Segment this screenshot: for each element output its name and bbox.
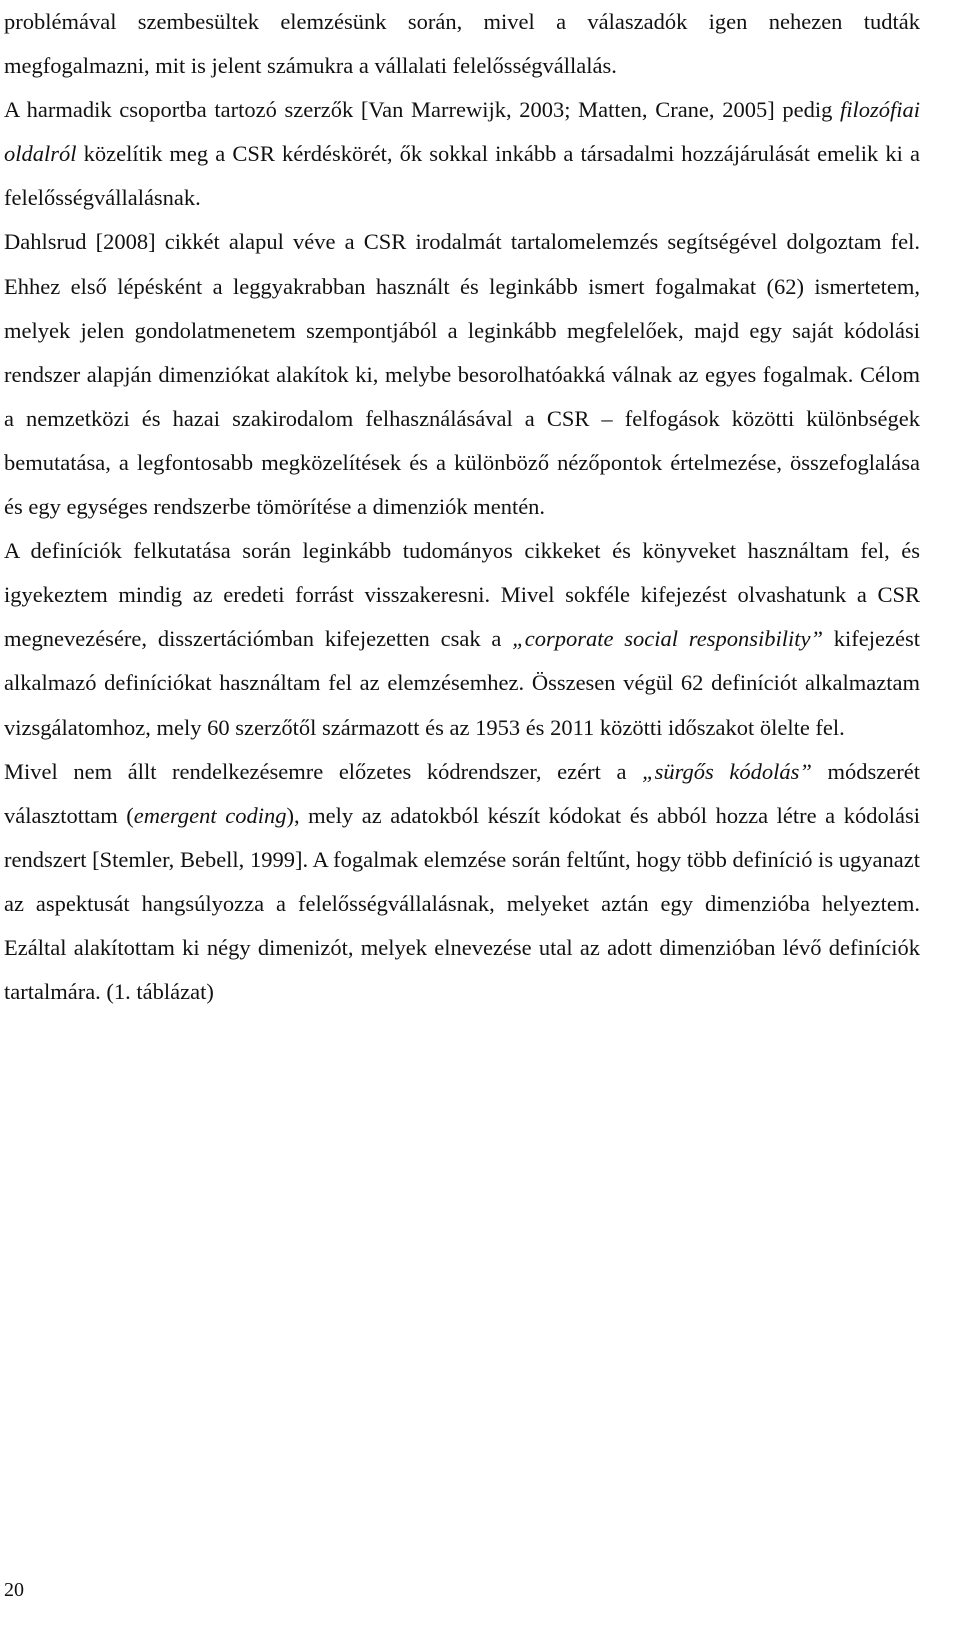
paragraph-text: ), mely az adatokból készít kódokat és abból hozza létre a kódolási rendszert [Stemler, Bebell, 1999]. A fogalmak elemzése során feltűnt, hogy több definíció is ugyanazt az aspektusát hangsúlyozza a felelősségvállalásnak, melyeket aztán egy dimenzióba helyeztem. Ezáltal alakítottam ki négy dimenizót, melyek elnevezése utal az adott dimenzióban lévő definíciók tartalmára. (1. táblázat) [4,802,920,1005]
paragraph-intro [4,0,920,88]
paragraph-text: A definíciók felkutatása során leginkább tudományos cikkeket és könyveket használtam fel, és igyekeztem mindig az eredeti forrást visszakeresni. Mivel sokféle kifejezést olvashatunk a CSR megnevezésére, disszertációmban kifejezetten csak a [4,538,920,652]
paragraph-methodology [4,220,920,529]
paragraph-text: Dahlsrud [2008] cikkét alapul véve a CSR irodalmát tartalomelemzés segítségével dolgoztam fel. Ehhez első lépésként a leggyakrabban használt és leginkább ismert fogalmakat (62) ismertetem, melyek jelen gondolatmenetem szempontjából a leginkább megfelelőek, majd egy saját kódolási rendszer alapján dimenziókat alakítok ki, melybe besorolhatóakká válnak az egyes fogalmak. Célom a nemzetközi és hazai szakirodalom felhasználásával a CSR – felfogások közötti különbségek bemutatása, a legfontosabb megközelítések és a különböző nézőpontok értelmezése, összefoglalása és egy egységes rendszerbe tömörítése a dimenziók mentén. [4,229,920,520]
paragraph-third-group [4,88,920,220]
paragraph-text: kifejezést alkalmazó definíciókat használtam fel az elemzésemhez. Összesen végül 62 definíciót alkalmaztam vizsgálatomhoz, mely 60 szerzőtől származott és az 1953 és 2011 közötti időszakot ölelte fel. [4,626,920,740]
paragraph-definitions [4,529,920,749]
page-number: 20 [4,1579,24,1601]
emphasis-text: „sürgős kódolás” [642,758,812,784]
paragraph-text: közelítik meg a CSR kérdéskörét, ők sokkal inkább a társadalmi hozzájárulását emelik ki a felelősségvállalásnak. [4,141,920,211]
emphasis-text: filozófiai oldalról [4,97,920,167]
document-body [4,0,920,1014]
paragraph-text: módszerét választottam ( [4,758,920,828]
paragraph-text: A harmadik csoportba tartozó szerzők [Van Marrewijk, 2003; Matten, Crane, 2005] pedig [4,97,840,123]
emphasis-text: „corporate social responsibility” [512,626,823,652]
paragraph-text: problémával szembesültek elemzésünk során, mivel a válaszadók igen nehezen tudták megfogalmazni, mit is jelent számukra a vállalati felelősségvállalás. [4,9,920,79]
paragraph-coding [4,750,920,1015]
paragraph-text: Mivel nem állt rendelkezésemre előzetes kódrendszer, ezért a [4,758,643,784]
emphasis-text: emergent coding [133,802,287,828]
